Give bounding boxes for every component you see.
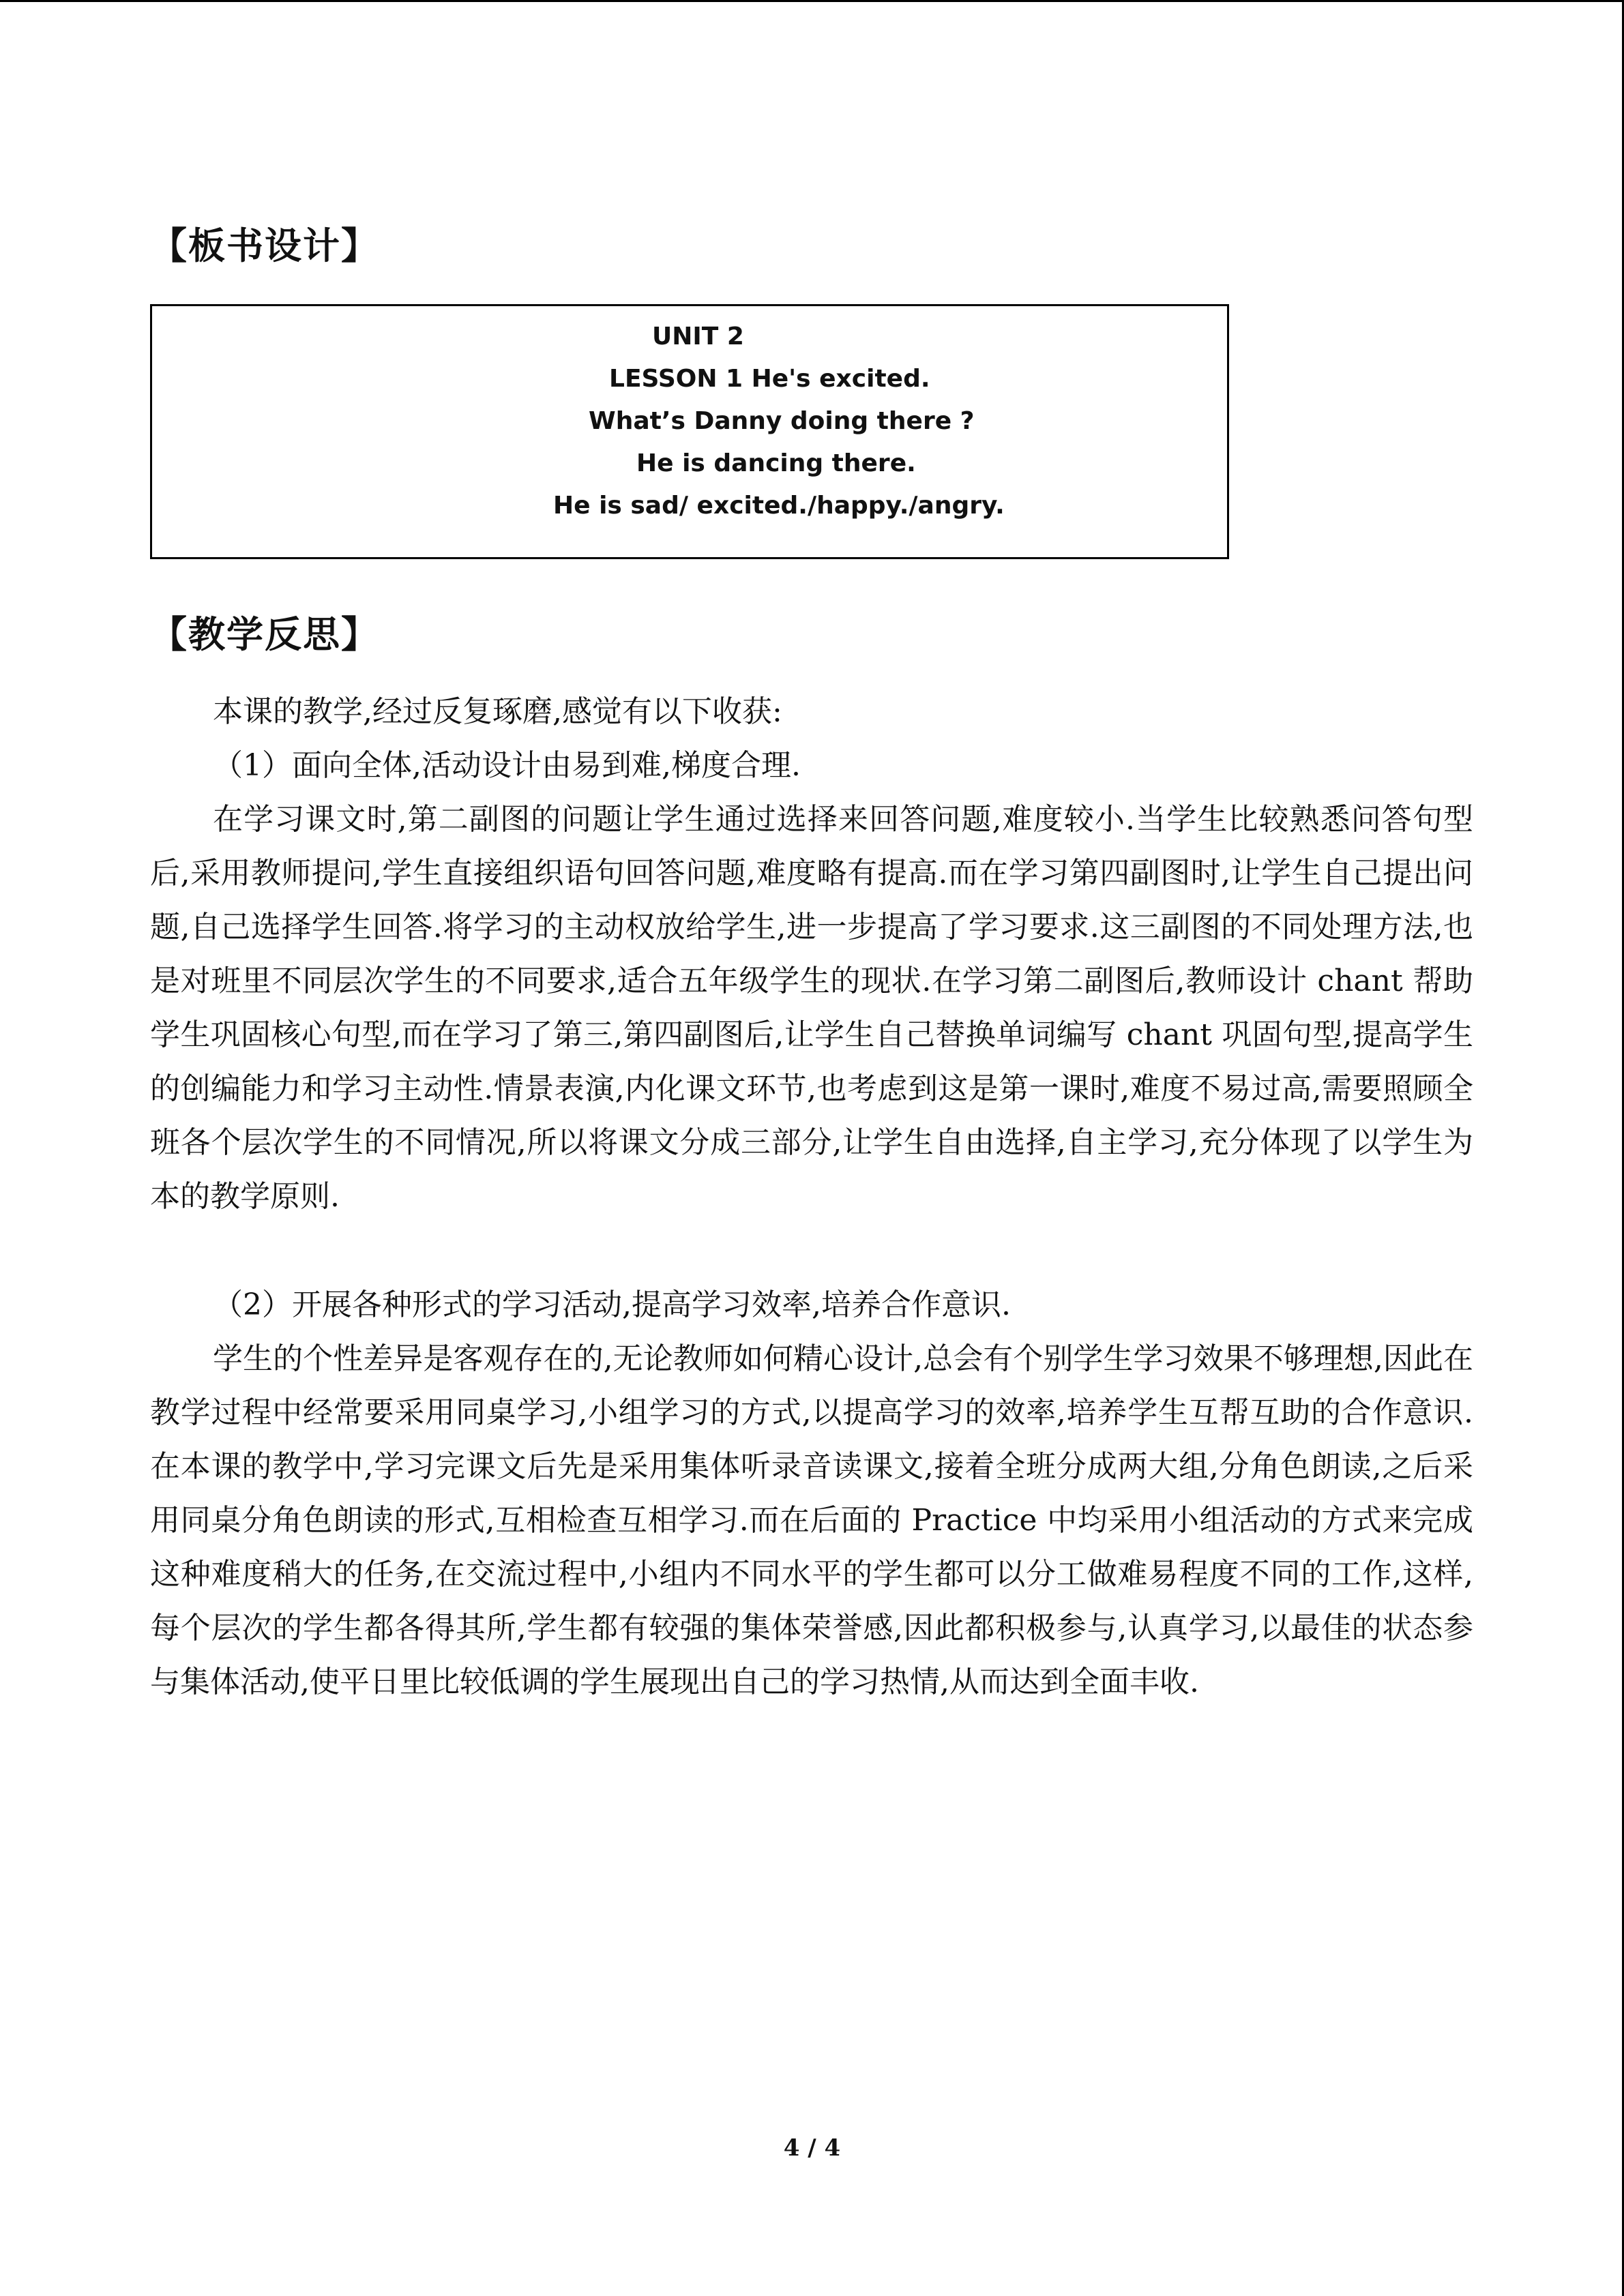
board-lesson-title: LESSON 1 He's excited. — [609, 365, 930, 393]
board-emotions: He is sad/ excited./happy./angry. — [553, 492, 1005, 520]
reflection-intro: 本课的教学,经过反复琢磨,感觉有以下收获: — [213, 694, 782, 729]
board-question: What’s Danny doing there ? — [589, 407, 975, 435]
reflection-point1-body: 在学习课文时,第二副图的问题让学生通过选择来回答问题,难度较小.当学生比较熟悉问答句型后,采用教师提问,学生直接组织语句回答问题,难度略有提高.而在学习第四副图时,让学生自己提出问题,自己选择学生回答.将学习的主动权放给学生,进一步提高了学习要求.这三副图的不同处理方法,也是对班里不同层次学生的不同要求,适合五年级学生的现状.在学习第二副图后,教师设计 chant 帮助学生巩固核心句型,而在学习了第三,第四副图后,让学生自己替换单词编写 chant 巩固句型,提高学生的创编能力和学习主动性.情景表演,内化课文环节,也考虑到这是第一课时,难度不易过高,需要照顾全班各个层次学生的不同情况,所以将课文分成三部分,让学生自由选择,自主学习,充分体现了以学生为本的教学原则. — [150, 802, 1473, 1214]
board-design-heading: 【板书设计】 — [150, 224, 379, 267]
page-border-top — [0, 0, 1624, 2]
reflection-point2-heading: （2）开展各种形式的学习活动,提高学习效率,培养合作意识. — [213, 1287, 1011, 1322]
board-answer: He is dancing there. — [636, 449, 916, 477]
teaching-reflection-heading: 【教学反思】 — [150, 613, 379, 656]
blackboard-design-box — [150, 304, 1229, 559]
board-unit-title: UNIT 2 — [652, 323, 744, 351]
reflection-point2-body: 学生的个性差异是客观存在的,无论教师如何精心设计,总会有个别学生学习效果不够理想,因此在教学过程中经常要采用同桌学习,小组学习的方式,以提高学习的效率,培养学生互帮互助的合作意识.在本课的教学中,学习完课文后先是采用集体听录音读课文,接着全班分成两大组,分角色朗读,之后采用同桌分角色朗读的形式,互相检查互相学习.而在后面的 Practice 中均采用小组活动的方式来完成这种难度稍大的任务,在交流过程中,小组内不同水平的学生都可以分工做难易程度不同的工作,这样,每个层次的学生都各得其所,学生都有较强的集体荣誉感,因此都积极参与,认真学习,以最佳的状态参与集体活动,使平日里比较低调的学生展现出自己的学习热情,从而达到全面丰收. — [150, 1341, 1473, 1699]
reflection-point1-heading: （1）面向全体,活动设计由易到难,梯度合理. — [213, 748, 801, 783]
page-number: 4 / 4 — [783, 2134, 841, 2162]
